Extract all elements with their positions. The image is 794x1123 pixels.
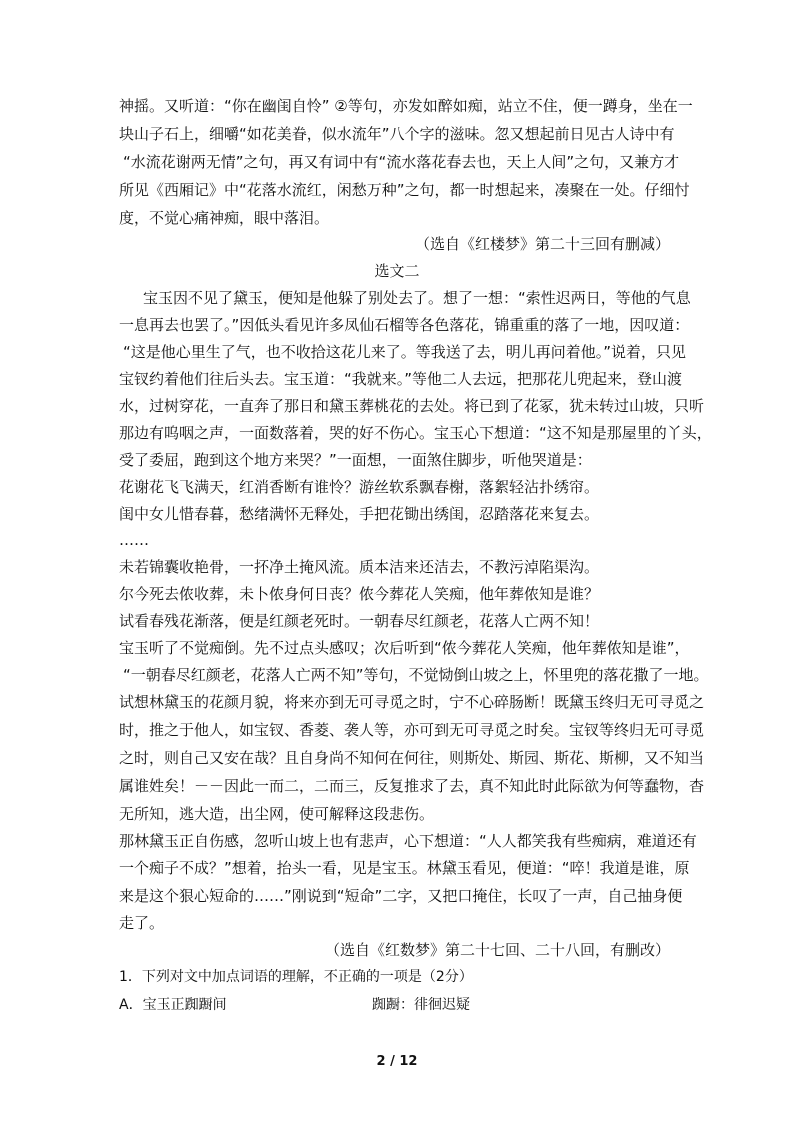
text-line: 时，推之于他人，如宝钗、香菱、袭人等，亦可到无可寻觅之时矣。宝钗等终归无可寻觅 bbox=[119, 721, 705, 739]
source-citation: （选自《红数梦》第二十七回、二十八回，有删改） bbox=[324, 941, 670, 959]
text-line: “一朝春尽红颜老，花落人亡两不知”等句，不觉恸倒山坡之上，怀里兜的落花撒了一地。 bbox=[123, 666, 709, 684]
text-line: 无所知，逃大造，出尘网，使可解释这段悲伤。 bbox=[119, 805, 435, 823]
option-a-gloss: 踟蹰：徘徊迟疑 bbox=[372, 997, 470, 1013]
text-line: 来是这个狠心短命的……”刚说到“短命”二字，又把口掩住，长叹了一声，自己抽身便 bbox=[119, 887, 683, 905]
text-line: 走了。 bbox=[119, 914, 165, 932]
text-line: 块山子石上，细嚼“如花美眷，似水流年”八个字的滋味。忽又想起前日见古人诗中有 bbox=[119, 125, 675, 143]
source-citation: （选自《红楼梦》第二十三回有删减） bbox=[414, 235, 670, 253]
text-line: 宝玉听了不觉痴倒。先不过点头感叹；次后听到“侬今葬花人笑痴，他年葬侬知是谁”， bbox=[119, 639, 690, 657]
section-title: 选文二 bbox=[374, 262, 420, 280]
text-line: 受了委屈，跑到这个地方来哭？”一面想，一面煞住脚步，听他哭道是： bbox=[119, 451, 592, 469]
question-text: 1．下列对文中加点词语的理解，不正确的一项是（2分） bbox=[119, 969, 473, 985]
text-line: 试想林黛玉的花颜月貌，将来亦到无可寻觅之时，宁不心碎肠断！既黛玉终归无可寻觅之 bbox=[119, 693, 705, 711]
page-number: 2 / 12 bbox=[376, 1054, 418, 1069]
text-line: 那边有呜咽之声，一面数落着，哭的好不伤心。宝玉心下想道：“这不知是那屋里的丫头， bbox=[119, 424, 712, 442]
text-line: 一息再去也罢了。”因低头看见许多凤仙石榴等各色落花，锦重重的落了一地，因叹道： bbox=[119, 316, 690, 334]
text-line: 所见《西厢记》中“花落水流红，闲愁万种”之句，都一时想起来，凑聚在一处。仔细忖 bbox=[119, 181, 690, 199]
option-a: A．宝玉正踟蹰间 bbox=[119, 997, 227, 1013]
text-line: “水流花谢两无情”之句，再又有词中有“流水落花春去也，天上人间”之句，又兼方才 bbox=[123, 153, 680, 171]
text-line: 宝钗约着他们往后头去。宝玉道：“我就来。”等他二人去远，把那花儿兜起来，登山渡 bbox=[119, 370, 683, 388]
poem-line: 未若锦囊收艳骨，一抔净土掩风流。质本洁来还洁去，不教污淖陷渠沟。 bbox=[119, 558, 600, 576]
text-line: “这是他心里生了气，也不收拾这花儿来了。等我送了去，明儿再问着他。”说着，只见 bbox=[123, 343, 687, 361]
poem-line: 花谢花飞飞满天，红消香断有谁怜？游丝软系飘春榭，落絮轻沾扑绣帘。 bbox=[119, 478, 600, 496]
text-line: 水，过树穿花，一直奔了那日和黛玉葬桃花的去处。将已到了花冢，犹未转过山坡，只听 bbox=[119, 397, 705, 415]
text-line: 宝玉因不见了黛玉，便知是他躲了别处去了。想了一想：“索性迟两日，等他的气息 bbox=[143, 289, 691, 307]
text-line: 度，不觉心痛神痴，眼中落泪。 bbox=[119, 209, 330, 227]
poem-line: 试看春残花渐落，便是红颜老死时。一朝春尽红颜老，花落人亡两不知！ bbox=[119, 612, 600, 630]
text-line: 一个痴子不成？”想着，抬头一看，见是宝玉。林黛玉看见，便道：“啐！我道是谁，原 bbox=[119, 859, 690, 877]
poem-line: 尔今死去侬收葬，未卜侬身何日丧？侬今葬花人笑痴，他年葬侬知是谁？ bbox=[119, 585, 600, 603]
text-line: 神摇。又听道：“你在幽闺自怜” ②等句，亦发如醉如痴，站立不住，便一蹲身，坐在一 bbox=[119, 97, 693, 115]
poem-line: 闺中女儿惜春暮，愁绪满怀无释处，手把花锄出绣闺，忍踏落花来复去。 bbox=[119, 505, 600, 523]
poem-ellipsis: …… bbox=[119, 531, 149, 549]
text-line: 属谁姓矣！－－因此一而二，二而三，反复推求了去，真不知此时此际欲为何等蠢物，杳 bbox=[119, 777, 705, 795]
text-line: 那林黛玉正自伤感，忽听山坡上也有悲声，心下想道：“人人都笑我有些痴病，难道还有 bbox=[119, 832, 697, 850]
text-line: 之时，则自己又安在哉？且自身尚不知何在何往，则斯处、斯园、斯花、斯柳，又不知当 bbox=[119, 749, 705, 767]
